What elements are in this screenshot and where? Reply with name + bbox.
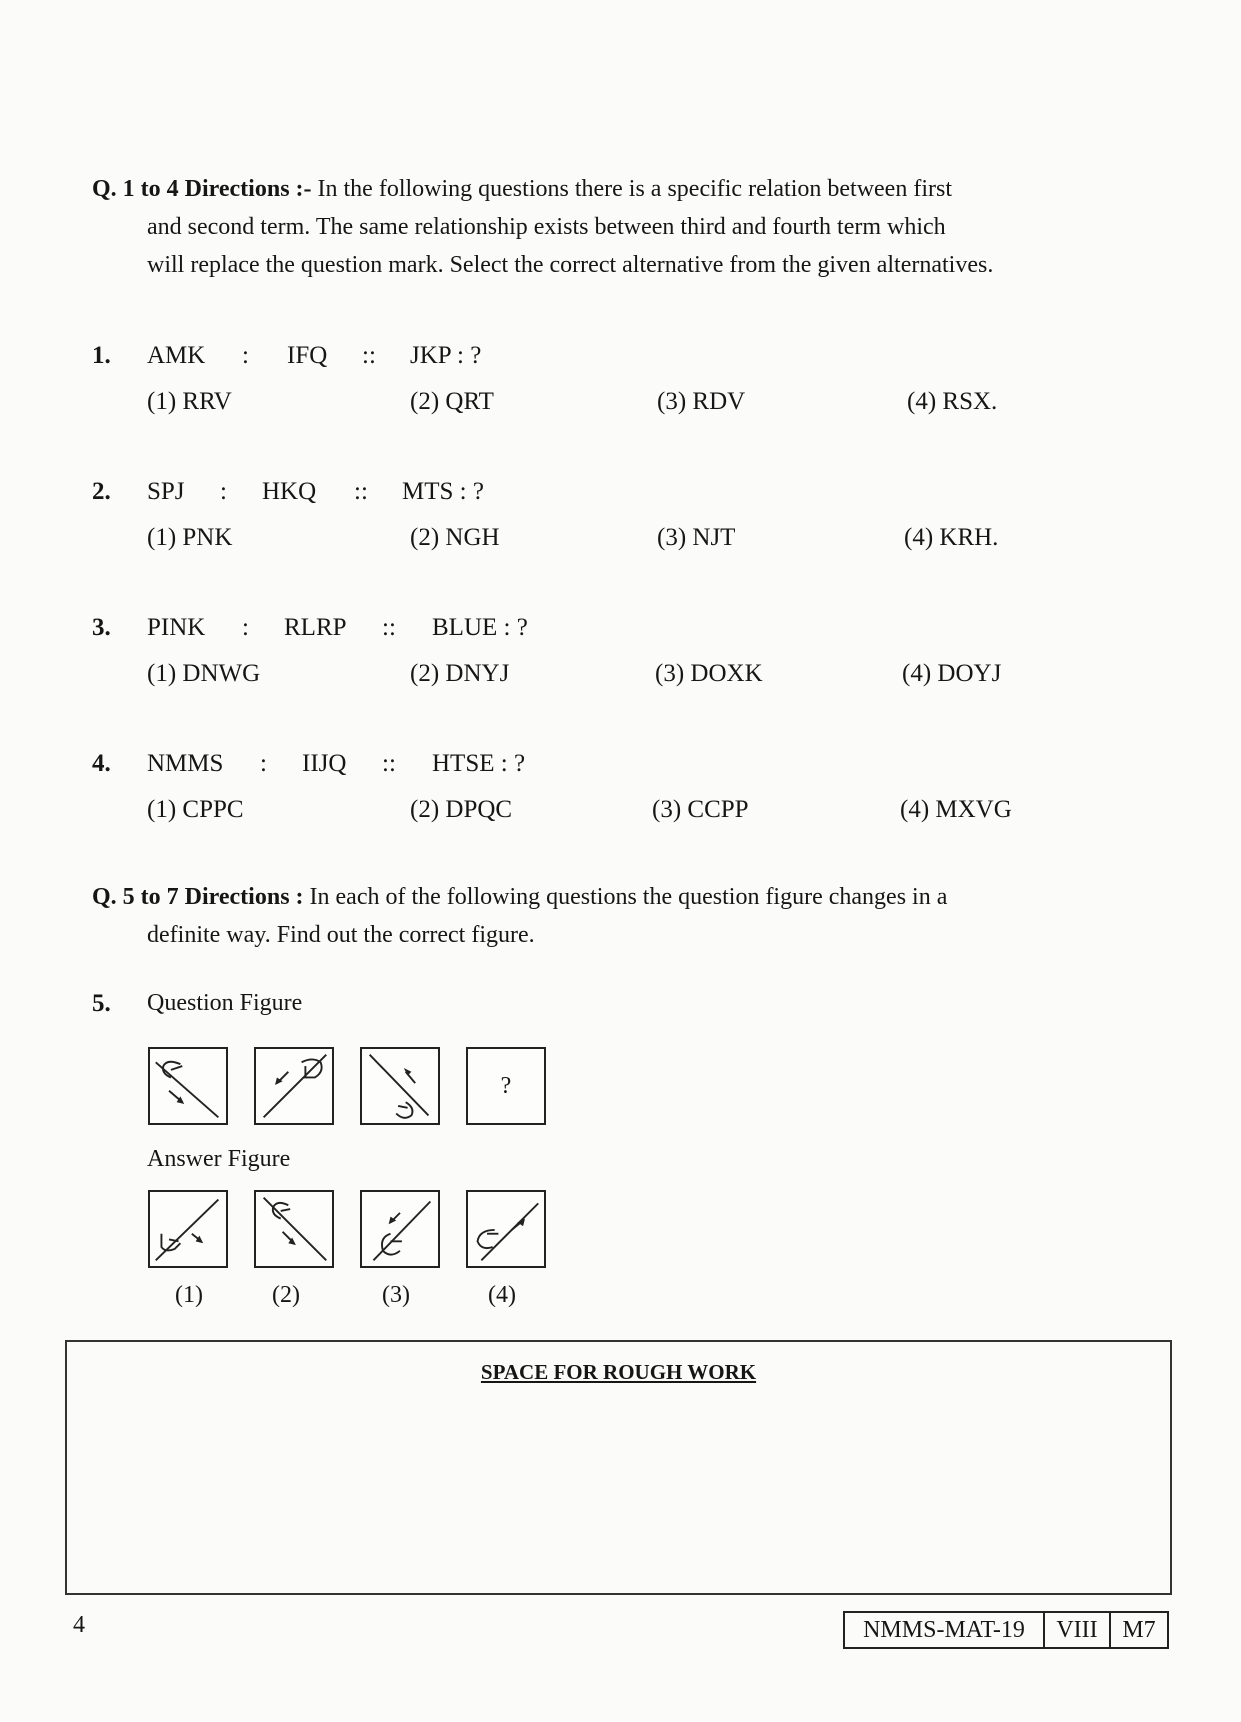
option-1[interactable]: (1) CPPC <box>147 796 244 823</box>
question-figure-4 <box>466 1047 546 1125</box>
separator: :: <box>382 614 396 641</box>
option-1[interactable]: (1) DNWG <box>147 660 261 687</box>
directions-q1-4 <box>92 170 1112 284</box>
option-4[interactable]: (4) MXVG <box>900 796 1012 823</box>
option-4[interactable]: (4) RSX. <box>907 388 998 415</box>
separator: : <box>220 478 227 505</box>
option-4[interactable]: (4) DOYJ <box>902 660 1002 687</box>
figure-drawing <box>362 1049 438 1123</box>
term-first: PINK <box>147 614 206 641</box>
answer-option-label: (3) <box>382 1282 410 1308</box>
rough-work-box[interactable] <box>65 1340 1172 1595</box>
option-3[interactable]: (3) CCPP <box>652 796 749 823</box>
term-third: JKP : ? <box>410 342 482 369</box>
term-first: NMMS <box>147 750 224 777</box>
separator: :: <box>362 342 376 369</box>
option-2[interactable]: (2) DPQC <box>410 796 513 823</box>
question-2 <box>92 478 1132 578</box>
answer-option-label: (1) <box>175 1282 203 1308</box>
term-second: HKQ <box>262 478 317 505</box>
question-number: 3. <box>92 614 111 641</box>
set-code: M7 <box>1109 1611 1169 1649</box>
answer-option-label: (2) <box>272 1282 300 1308</box>
term-second: IFQ <box>287 342 328 369</box>
directions-text: will replace the question mark. Select the correct alternative from the given alternatives. <box>147 252 994 278</box>
separator: :: <box>354 478 368 505</box>
answer-figure-3[interactable] <box>360 1190 440 1268</box>
answer-figure-1[interactable] <box>148 1190 228 1268</box>
separator: : <box>242 342 249 369</box>
option-3[interactable]: (3) RDV <box>657 388 746 415</box>
option-2[interactable]: (2) DNYJ <box>410 660 510 687</box>
option-2[interactable]: (2) QRT <box>410 388 494 415</box>
term-first: AMK <box>147 342 206 369</box>
term-third: MTS : ? <box>402 478 484 505</box>
separator: : <box>260 750 267 777</box>
answer-option-label: (4) <box>488 1282 516 1308</box>
figure-drawing <box>256 1192 332 1266</box>
separator: :: <box>382 750 396 777</box>
question-number: 1. <box>92 342 111 369</box>
term-second: IIJQ <box>302 750 347 777</box>
rough-work-title: SPACE FOR ROUGH WORK <box>480 1360 757 1384</box>
figure-drawing <box>468 1192 544 1266</box>
option-3[interactable]: (3) NJT <box>657 524 736 551</box>
page-number: 4 <box>73 1612 85 1638</box>
answer-figure-2[interactable] <box>254 1190 334 1268</box>
question-number: 4. <box>92 750 111 777</box>
question-3 <box>92 614 1132 714</box>
option-1[interactable]: (1) RRV <box>147 388 232 415</box>
term-third: BLUE : ? <box>432 614 528 641</box>
directions-lead: Q. 5 to 7 Directions : <box>92 884 304 910</box>
class-label: VIII <box>1043 1611 1111 1649</box>
figure-drawing <box>256 1049 332 1123</box>
figure-drawing <box>150 1192 226 1266</box>
term-second: RLRP <box>284 614 347 641</box>
question-figure-2 <box>254 1047 334 1125</box>
answer-figure-4[interactable] <box>466 1190 546 1268</box>
question-number: 2. <box>92 478 111 505</box>
missing-figure-mark: ? <box>500 1073 512 1099</box>
directions-text: In each of the following questions the question figure changes in a <box>309 884 948 910</box>
question-number: 5. <box>92 990 111 1017</box>
directions-text: and second term. The same relationship exists between third and fourth term which <box>147 214 946 240</box>
directions-q5-7 <box>92 878 1112 954</box>
question-4 <box>92 750 1132 850</box>
directions-text: definite way. Find out the correct figure. <box>147 922 535 948</box>
question-1 <box>92 342 1132 442</box>
figure-drawing <box>150 1049 226 1123</box>
directions-lead: Q. 1 to 4 Directions :- <box>92 176 312 202</box>
figure-drawing <box>362 1192 438 1266</box>
separator: : <box>242 614 249 641</box>
question-figure-3 <box>360 1047 440 1125</box>
question-figure-label: Question Figure <box>147 990 303 1016</box>
paper-code: NMMS-MAT-19 <box>843 1611 1045 1649</box>
term-first: SPJ <box>147 478 185 505</box>
option-1[interactable]: (1) PNK <box>147 524 233 551</box>
option-3[interactable]: (3) DOXK <box>655 660 763 687</box>
option-4[interactable]: (4) KRH. <box>904 524 999 551</box>
answer-figure-label: Answer Figure <box>147 1146 291 1172</box>
directions-text: In the following questions there is a specific relation between first <box>317 176 952 202</box>
question-figure-1 <box>148 1047 228 1125</box>
option-2[interactable]: (2) NGH <box>410 524 500 551</box>
term-third: HTSE : ? <box>432 750 526 777</box>
